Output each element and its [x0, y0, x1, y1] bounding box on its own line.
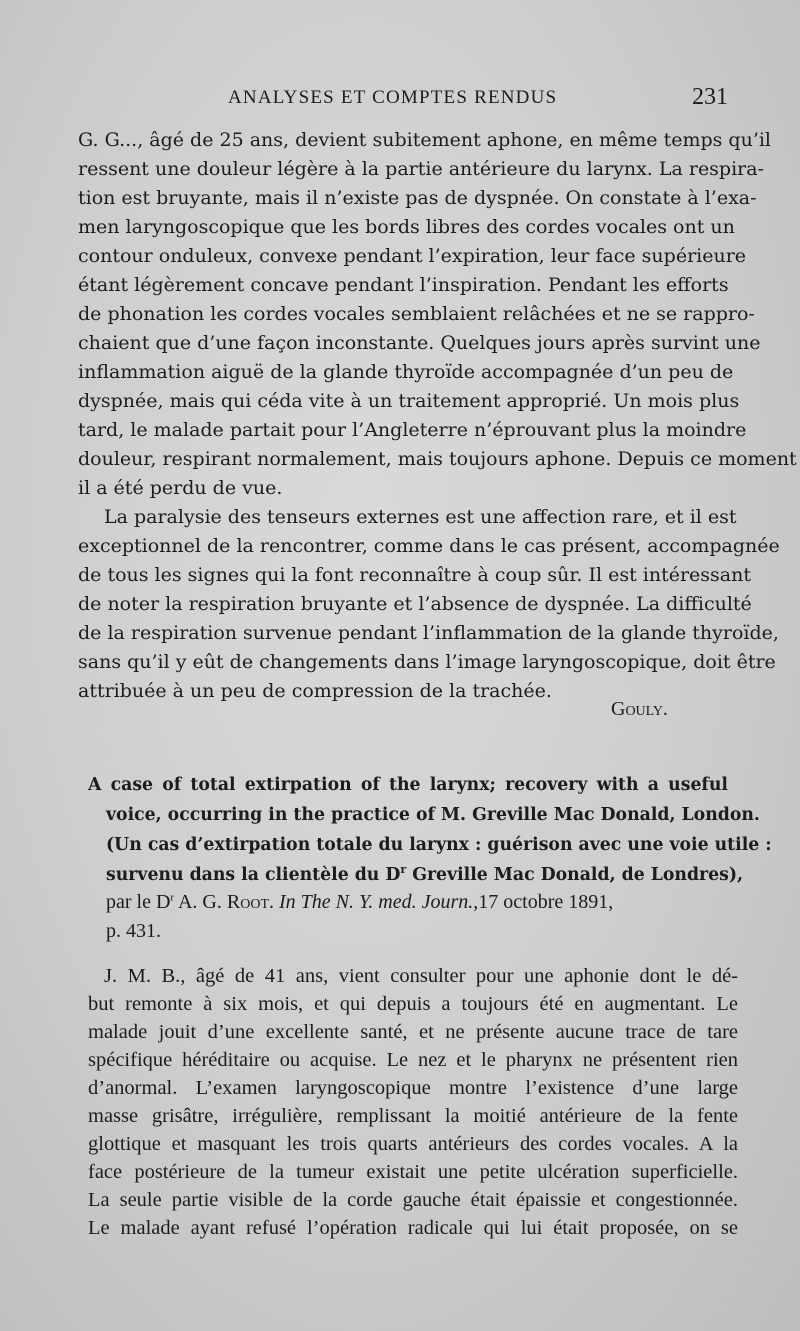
body-line: de phonation les cordes vocales semblaient relâchées et ne se rappro-: [78, 303, 755, 325]
header-title: ANALYSES ET COMPTES RENDUS: [228, 87, 558, 108]
citation-journal: In The N. Y. med. Journ.: [274, 891, 474, 913]
body-line: dyspnée, mais qui céda vite à un traitement approprié. Un mois plus: [78, 390, 740, 412]
article-title-english: A case of total extirpation of the larynx; recovery with a useful: [88, 775, 728, 795]
citation-superscript: r: [170, 891, 175, 904]
body-line: attribuée à un peu de compression de la trachée.: [78, 680, 552, 702]
body-line: malade jouit d’une excellente santé, et ne présente aucune trace de tare: [88, 1021, 738, 1043]
page-number: 231: [692, 84, 728, 110]
body-line: La paralysie des tenseurs externes est une affection rare, et il est: [104, 506, 737, 528]
citation-line: [106, 890, 613, 914]
running-header: [228, 84, 728, 114]
body-line: La seule partie visible de la corde gauche était épaissie et congestionnée.: [88, 1189, 738, 1211]
body-line: Le malade ayant refusé l’opération radicale qui lui était proposée, on se: [88, 1217, 738, 1239]
body-line: ressent une douleur légère à la partie antérieure du larynx. La respira-: [78, 158, 765, 180]
article-title-english: voice, occurring in the practice of M. Greville Mac Donald, London.: [106, 805, 760, 825]
title-superscript: r: [400, 863, 407, 877]
body-line: contour onduleux, convexe pendant l’expiration, leur face supérieure: [78, 245, 747, 267]
body-line: tard, le malade partait pour l’Angleterre n’éprouvant plus la moindre: [78, 419, 747, 441]
body-line: inflammation aiguë de la glande thyroïde accompagnée d’un peu de: [78, 361, 734, 383]
body-line: exceptionnel de la rencontrer, comme dans le cas présent, accompagnée: [78, 535, 780, 557]
body-line: d’anormal. L’examen laryngoscopique montre l’existence d’une large: [88, 1077, 738, 1099]
title-text: survenu dans la clientèle du D: [106, 865, 401, 885]
body-line: spécifique héréditaire ou acquise. Le nez et le pharynx ne présentent rien: [88, 1049, 738, 1071]
body-line: G. G..., âgé de 25 ans, devient subitement aphone, en même temps qu’il: [78, 129, 772, 151]
citation-author: A. G. Root.: [174, 891, 274, 913]
citation-date: ,17 octobre 1891,: [473, 891, 614, 913]
body-line: de la respiration survenue pendant l’inflammation de la glande thyroïde,: [78, 622, 779, 644]
article-title-french: (Un cas d’extirpation totale du larynx : guérison avec une voie utile :: [106, 835, 772, 855]
body-line: étant légèrement concave pendant l’inspiration. Pendant les efforts: [78, 274, 729, 296]
body-line: face postérieure de la tumeur existait une petite ulcération superficielle.: [88, 1161, 738, 1183]
body-line: sans qu’il y eût de changements dans l’image laryngoscopique, doit être: [78, 651, 776, 673]
body-line: glottique et masquant les trois quarts antérieurs des cordes vocales. A la: [88, 1133, 738, 1155]
citation-prefix: par le D: [106, 891, 171, 913]
title-text: Greville Mac Donald, de Londres),: [406, 865, 744, 885]
body-line: men laryngoscopique que les bords libres des cordes vocales ont un: [78, 216, 735, 238]
body-line: chaient que d’une façon inconstante. Quelques jours après survint une: [78, 332, 761, 354]
citation-pages: p. 431.: [106, 920, 161, 942]
body-line: douleur, respirant normalement, mais toujours aphone. Depuis ce moment: [78, 448, 797, 470]
author-signature: Gouly.: [611, 698, 668, 720]
body-line: il a été perdu de vue.: [78, 477, 283, 499]
body-line: but remonte à six mois, et qui depuis a toujours été en augmentant. Le: [88, 993, 738, 1015]
body-line: masse grisâtre, irrégulière, remplissant la moitié antérieure de la fente: [88, 1105, 738, 1127]
body-line: de tous les signes qui la font reconnaître à coup sûr. Il est intéressant: [78, 564, 752, 586]
body-line: de noter la respiration bruyante et l’absence de dyspnée. La difficulté: [78, 593, 752, 615]
article-title-french: [106, 863, 743, 887]
body-line: J. M. B., âgé de 41 ans, vient consulter pour une aphonie dont le dé-: [104, 965, 738, 987]
body-line: tion est bruyante, mais il n’existe pas de dyspnée. On constate à l’exa-: [78, 187, 757, 209]
